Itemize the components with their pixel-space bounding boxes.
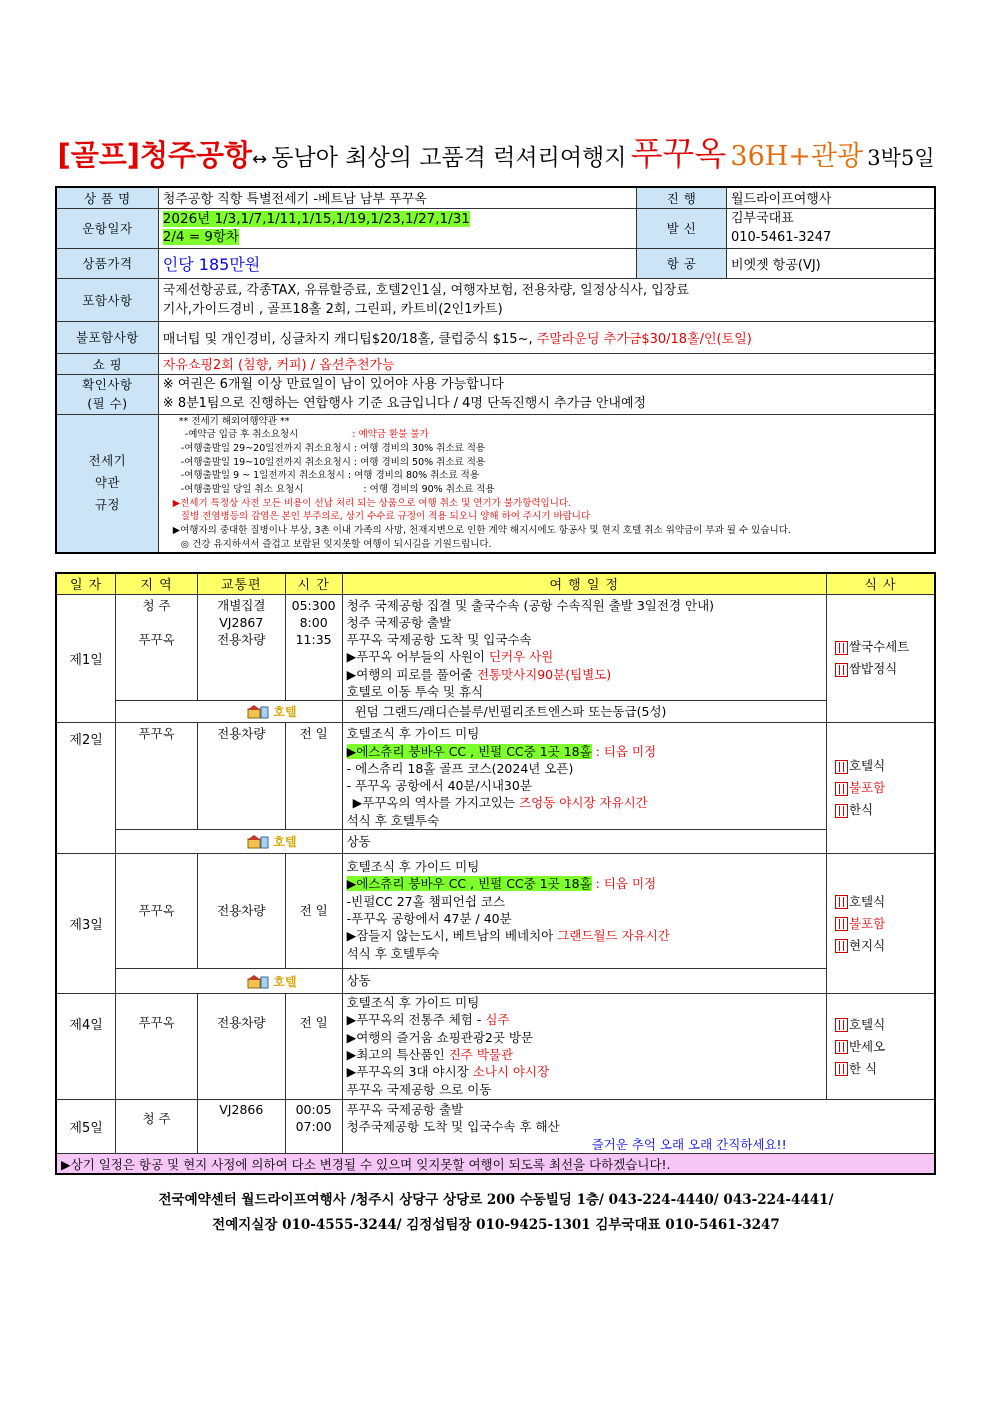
day2-line1: 호텔조식 후 가이드 미팅 [346, 726, 480, 742]
day4-region: 푸꾸옥 [116, 994, 198, 1100]
day2-label: 제2일 [56, 723, 116, 854]
hotel-label: 호텔 [273, 835, 297, 850]
day2-line4: - 푸꾸옥 공항에서 40분/시내30분 [346, 778, 532, 794]
check-line2: ※ 8분1팀으로 진행하는 연합행사 기준 요금입니다 / 4명 단독진행시 추가금 안내예정 [162, 396, 647, 411]
day4-line6: 푸꾸옥 국제공항 으로 이동 [346, 1081, 492, 1097]
schedule-notice: ▶상기 일정은 항공 및 현지 사정에 의하여 다소 변경될 수 있으며 잊지못할 여행이 되도록 최선을 다하겠습니다!. [56, 1153, 935, 1174]
day2-line3: - 에스츄리 18홀 골프 코스(2024년 오픈) [346, 760, 574, 776]
day4-meal3: 한 식 [848, 1060, 878, 1076]
day3-meal2: 불포함 [848, 915, 886, 931]
day1-line5b: 전통맛사지90분(팁별도) [476, 666, 612, 682]
hotel-icon [247, 704, 269, 719]
progress-value: 월드라이프여행사 [726, 187, 935, 208]
footer-line2: 전예지실장 010-4555-3244/ 김정섭팀장 010-9425-1301 김부국대표 010-5461-3247 [212, 1217, 780, 1233]
day3-line5b: 그랜드월드 자유시간 [557, 928, 670, 944]
header-region: 지 역 [116, 573, 198, 594]
day3-line3: -빈펄CC 27홀 챔피언쉽 코스 [346, 893, 506, 909]
day1-time2: 8:00 [299, 614, 328, 630]
day1-transport1: 개별집결 [217, 597, 266, 613]
progress-label: 진 행 [637, 187, 727, 208]
fork-knife-icon [835, 939, 848, 953]
day1-transport2: VJ2867 [219, 614, 264, 630]
day3-line6: 석식 후 호텔투숙 [346, 945, 440, 961]
fork-knife-icon [835, 782, 848, 796]
header-meal: 식 사 [826, 573, 935, 594]
included-line1: 국제선항공료, 각종TAX, 유류할증료, 호텔2인1실, 여행자보험, 전용차량, 일정상식사, 입장료 [162, 282, 689, 298]
day3-line2b: : 티옵 미정 [595, 876, 657, 892]
check-line1: ※ 여권은 6개월 이상 만료일이 남이 있어야 사용 가능합니다 [162, 377, 504, 392]
day2-meal2: 불포함 [848, 780, 886, 796]
sender-label: 발 신 [637, 208, 727, 248]
hotel-icon [247, 974, 269, 989]
day4-line1: 호텔조식 후 가이드 미팅 [346, 995, 480, 1011]
airline-value: 비엣젯 항공(VJ) [726, 248, 935, 278]
footer-line1: 전국예약센터 월드라이프여행사 /청주시 상당구 상당로 200 수동빌딩 1층/ 043-224-4440/ 043-224-4441/ [158, 1192, 834, 1208]
day4-line4b: 진주 박물관 [448, 1046, 514, 1062]
day3-region: 푸꾸옥 [116, 854, 198, 969]
day1-line4a: ▶푸꾸옥 어부들의 사원이 [346, 649, 485, 665]
excluded-red: 주말라운딩 추가금$30/18홀/인(토일) [536, 331, 752, 347]
charter-label3: 규정 [94, 497, 120, 513]
day2-time: 전 일 [285, 723, 342, 830]
dates-line2: 2/4 = 9항차 [162, 229, 240, 245]
fork-knife-icon [835, 917, 848, 931]
schedule-table [55, 572, 936, 1175]
day2-transport: 전용차량 [197, 723, 285, 830]
day1-label: 제1일 [56, 594, 116, 723]
hotel-label: 호텔 [273, 705, 297, 720]
title-prefix: [골프]청주공항 [57, 138, 253, 172]
day1-time1: 05:300 [291, 597, 336, 613]
check-label1: 확인사항 [82, 377, 133, 392]
charter-line: ▶전세기 특정상 사전 모든 비용이 선납 처리 되는 상품으로 여행 취소 및 연기가 불가항력입니다. [172, 497, 572, 509]
day2-region: 푸꾸옥 [116, 723, 198, 830]
fork-knife-icon [835, 663, 848, 677]
day1-line3: 푸꾸옥 국제공항 도착 및 입국수속 [346, 632, 532, 648]
charter-line: -여행출발일 당일 취소 요청시 [180, 484, 304, 496]
day2-line2b: : 티옵 미정 [595, 743, 657, 759]
day4-label: 제4일 [56, 994, 116, 1100]
day4-time: 전 일 [285, 994, 342, 1100]
day5-line3: 즐거운 추억 오래 오래 간직하세요!! [591, 1136, 787, 1152]
day5-region: 청 주 [116, 1100, 198, 1154]
title-destination: 푸꾸옥 [630, 134, 727, 173]
day4-line5a: ▶푸꾸옥의 3대 야시장 [346, 1064, 469, 1080]
shopping-value: 자유쇼핑2회 (침향, 커피) / 옵션추천가능 [158, 353, 935, 374]
day4-line5b: 소나시 야시장 [472, 1064, 550, 1080]
day1-region2: 푸꾸옥 [138, 632, 175, 648]
fork-knife-icon [835, 641, 848, 655]
hotel-icon [247, 834, 269, 849]
charter-line: ◎ 건강 유지하셔서 즐겁고 보람된 잊지못할 여행이 되시길을 기원드립니다. [180, 538, 492, 550]
hotel-label: 호텔 [273, 974, 297, 989]
day2-line5b: 즈엉동 야시장 자유시간 [519, 795, 648, 811]
day3-time: 전 일 [285, 854, 342, 969]
charter-line: ** 전세기 해외여행약관 ** [178, 415, 290, 427]
excluded-label: 불포함사항 [56, 321, 158, 353]
day1-meal1: 쌀국수세트 [848, 639, 910, 655]
title-arrow: ↔ [252, 149, 268, 170]
day5-line2: 청주국제공항 도착 및 입국수속 후 해산 [346, 1119, 560, 1135]
day3-meal3: 현지식 [848, 937, 886, 953]
charter-red-note: : 예약금 환불 불가 [352, 429, 429, 441]
product-label: 상 품 명 [56, 187, 158, 208]
day1-line4b: 딘커우 사원 [488, 649, 554, 665]
fork-knife-icon [835, 1040, 848, 1054]
charter-line: 질병 전염병등의 감염은 본인 부주의로, 상기 수수료 규정이 적용 되오니 양해 하여 주시기 바랍니다 [180, 511, 591, 523]
title-middle: 동남아 최상의 고품격 럭셔리여행지 [271, 145, 627, 171]
day1-transport3: 전용차량 [217, 632, 266, 648]
day2-line6: 석식 후 호텔투숙 [346, 812, 440, 828]
day3-transport: 전용차량 [197, 854, 285, 969]
fork-knife-icon [835, 760, 848, 774]
day3-line2a: ▶에스츄리 붕바우 CC , 빈펄 CC중 1곳 18홀 [346, 876, 592, 892]
shopping-label: 쇼 핑 [56, 353, 158, 374]
day2-line5a: ▶푸꾸옥의 역사를 가지고있는 [352, 795, 516, 811]
day1-line2: 청주 국제공항 출발 [346, 614, 452, 630]
excluded-text: 매너팁 및 개인경비, 싱글차지 캐디팁$20/18홀, 클럽중식 $15~, [162, 331, 533, 347]
sender-phone: 010-5461-3247 [730, 230, 832, 245]
day4-line3: ▶여행의 즐거움 쇼핑관광2곳 방문 [346, 1029, 534, 1045]
charter-label1: 전세기 [88, 453, 127, 469]
day5-label: 제5일 [56, 1100, 116, 1154]
day5-time2: 07:00 [295, 1119, 332, 1135]
day1-meal2: 쌈밥정식 [848, 661, 898, 677]
day4-meal1: 호텔식 [848, 1016, 886, 1032]
day4-line2b: 심주 [485, 1012, 510, 1028]
fork-knife-icon [835, 1062, 848, 1076]
header-transport: 교통편 [197, 573, 285, 594]
price-value: 인당 185만원 [158, 248, 636, 278]
day1-line5a: ▶여행의 피로를 풀어줄 [346, 666, 473, 682]
charter-line: -예약금 입금 후 취소요청시 [184, 429, 299, 441]
fork-knife-icon [835, 895, 848, 909]
charter-label2: 약관 [94, 475, 120, 491]
day3-line5a: ▶잠들지 않는도시, 베트남의 베네치아 [346, 928, 554, 944]
header-day: 일 자 [56, 573, 116, 594]
product-info-table [55, 186, 936, 554]
day1-region1: 청 주 [142, 597, 171, 613]
header-time: 시 간 [285, 573, 342, 594]
fork-knife-icon [835, 1018, 848, 1032]
dates-label: 운항일자 [56, 208, 158, 248]
day5-transport: VJ2866 [197, 1100, 285, 1154]
day1-line1: 청주 국제공항 집결 및 출국수속 (공항 수속직원 출발 3일전경 안내) [346, 597, 715, 613]
charter-line: ▶여행자의 중대한 질병이나 부상, 3촌 이내 가족의 사망, 천재지변으로 인한 계약 해지시에도 항공사 및 현지 호텔 취소 위약금이 부과 될 수 있습니다. [172, 525, 791, 537]
day5-time1: 00:05 [295, 1102, 332, 1118]
day5-line1: 푸꾸옥 국제공항 출발 [346, 1102, 464, 1118]
page-title [0, 128, 992, 175]
day2-meal3: 한식 [848, 802, 874, 818]
day3-line4: -푸꾸옥 공항에서 47분 / 40분 [346, 910, 512, 926]
day3-label: 제3일 [56, 854, 116, 994]
dates-line1: 2026년 1/3,1/7,1/11,1/15,1/19,1/23,1/27,1/31 [162, 211, 470, 227]
included-label: 포함사항 [56, 278, 158, 321]
day3-meal1: 호텔식 [848, 893, 886, 909]
day1-time3: 11:35 [295, 632, 332, 648]
charter-line: -여행출발일 29~20일전까지 취소요청시 : 여행 경비의 30% 취소료 적용 [180, 442, 486, 454]
day4-meal2: 반세오 [848, 1038, 886, 1054]
fork-knife-icon [835, 804, 848, 818]
product-name: 청주공항 직항 특별전세기 -베트남 남부 푸꾸옥 [158, 187, 636, 208]
day3-line1: 호텔조식 후 가이드 미팅 [346, 859, 480, 875]
charter-line-note: : 여행 경비의 90% 취소료 적용 [363, 484, 495, 496]
title-nights: 3박5일 [867, 146, 935, 170]
price-label: 상품가격 [56, 248, 158, 278]
title-golf: 36H+관광 [730, 141, 864, 172]
day4-transport: 전용차량 [197, 994, 285, 1100]
day3-hotel: 상동 [342, 969, 826, 994]
day1-line6: 호텔로 이동 투숙 및 휴식 [346, 683, 484, 699]
header-itinerary: 여 행 일 정 [342, 573, 826, 594]
day1-hotel: 윈덤 그랜드/래디슨블루/빈펄리조트엔스파 또는동급(5성) [342, 701, 826, 723]
day2-line2a: ▶에스츄리 붕바우 CC , 빈펄 CC중 1곳 18홀 [346, 743, 592, 759]
included-line2: 기사,가이드경비 , 골프18홀 2회, 그린피, 카트비(2인1카트) [162, 301, 503, 317]
day4-line2a: ▶푸꾸옥의 전통주 체험 - [346, 1012, 482, 1028]
day2-meal1: 호텔식 [848, 758, 886, 774]
charter-line: -여행출발일 9 ~ 1일전까지 취소요청시 : 여행 경비의 80% 취소료 적용 [180, 470, 480, 482]
day2-hotel: 상동 [342, 830, 826, 854]
day4-line4a: ▶최고의 특산품인 [346, 1046, 445, 1062]
check-label2: (필 수) [87, 396, 128, 411]
charter-line: -여행출발일 19~10일전까지 취소요청시 : 여행 경비의 50% 취소료 적용 [180, 456, 486, 468]
sender-name: 김부국대표 [730, 211, 794, 226]
airline-label: 항 공 [637, 248, 727, 278]
